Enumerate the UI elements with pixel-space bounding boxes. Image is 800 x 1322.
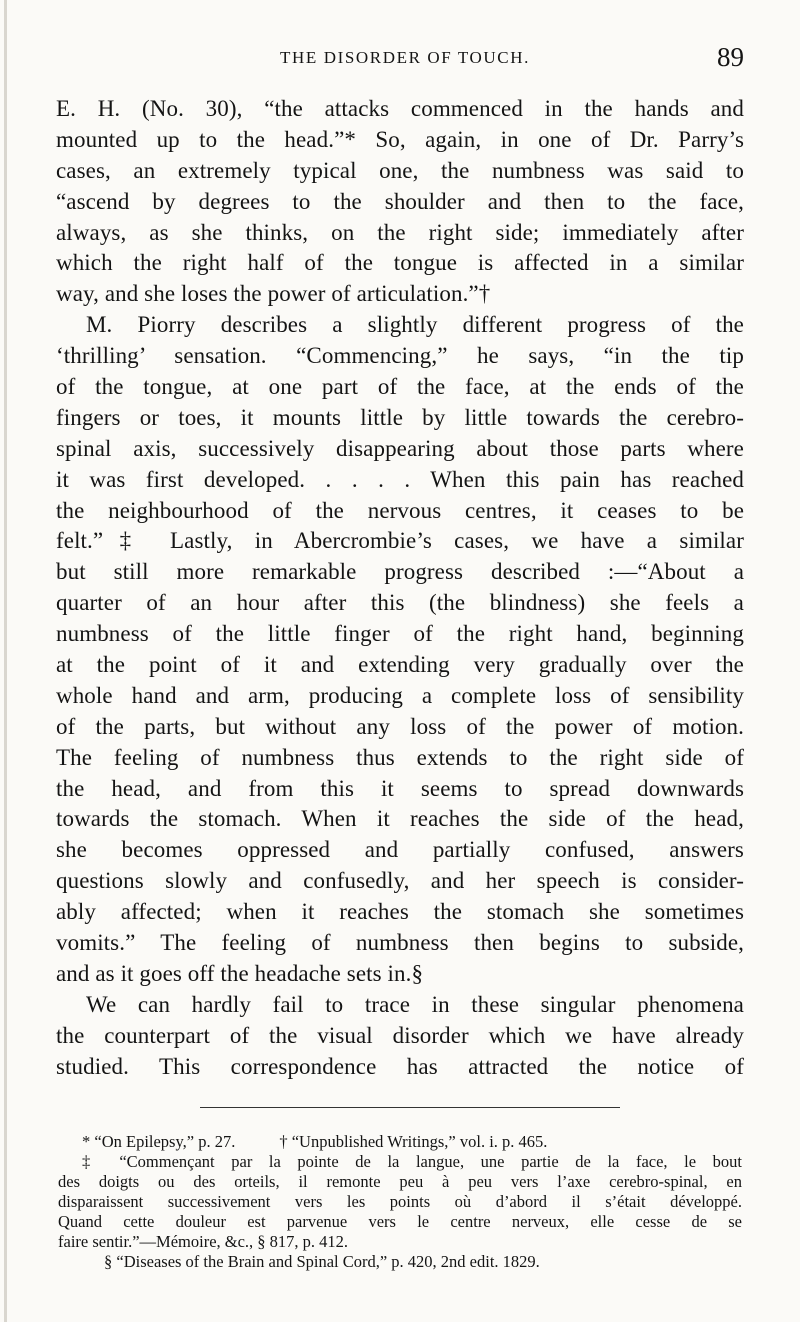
text-line: fingers or toes, it mounts little by little towards the cerebro- xyxy=(56,404,744,430)
footnote-double-dagger-line: disparaissent successivement vers les points où d’abord il s’était développé. xyxy=(58,1192,742,1211)
text-line: of the parts, but without any loss of the power of motion. xyxy=(56,713,744,739)
text-line: she becomes oppressed and partially confused, answers xyxy=(56,837,744,863)
page-gutter-shadow xyxy=(4,0,7,1322)
text-line: way, and she loses the power of articulation.”† xyxy=(56,281,491,307)
text-line: it was first developed. . . . . When this pain has reached xyxy=(56,466,744,492)
footnote-double-dagger-line: Quand cette douleur est parvenue vers le centre nerveux, elle cesse de se xyxy=(58,1212,742,1231)
text-line: spinal axis, successively disappearing about those parts where xyxy=(56,435,744,461)
text-line: questions slowly and confusedly, and her speech is consider- xyxy=(56,868,744,894)
paragraph-start-line: We can hardly fail to trace in these singular phenomena xyxy=(86,991,744,1017)
footnote-row xyxy=(58,1132,742,1152)
text-line: at the point of it and extending very gradually over the xyxy=(56,652,744,678)
footnote-section: § “Diseases of the Brain and Spinal Cord,” p. 420, 2nd edit. 1829. xyxy=(104,1252,540,1271)
text-line: the counterpart of the visual disorder which we have already xyxy=(56,1022,744,1048)
paragraph-start-line: M. Piorry describes a slightly different progress of the xyxy=(86,312,744,338)
text-line: E. H. (No. 30), “the attacks commenced in the hands and xyxy=(56,96,744,121)
text-line: the neighbourhood of the nervous centres, it ceases to be xyxy=(56,497,744,523)
footnote-dagger: † “Unpublished Writings,” vol. i. p. 465. xyxy=(279,1132,548,1151)
text-line: studied. This correspondence has attracted the notice of xyxy=(56,1053,744,1079)
footnote-double-dagger-line: des doigts ou des orteils, il remonte peu à peu vers l’axe cerebro-spinal, en xyxy=(58,1172,742,1191)
text-line: “ascend by degrees to the shoulder and then to the face, xyxy=(56,188,744,214)
text-line: the head, and from this it seems to spread downwards xyxy=(56,775,744,801)
footnote-star: * “On Epilepsy,” p. 27. xyxy=(82,1132,236,1151)
footnotes xyxy=(58,1132,742,1272)
running-title: THE DISORDER OF TOUCH. xyxy=(280,48,530,67)
text-line: The feeling of numbness thus extends to the right side of xyxy=(56,744,744,770)
text-line: cases, an extremely typical one, the numbness was said to xyxy=(56,157,744,183)
text-line: ‘thrilling’ sensation. “Commencing,” he says, “in the tip xyxy=(56,343,744,369)
text-line: numbness of the little finger of the right hand, beginning xyxy=(56,621,744,647)
text-line: quarter of an hour after this (the blindness) she feels a xyxy=(56,590,744,616)
footnote-double-dagger-line: faire sentir.”—Mémoire, &c., § 817, p. 412. xyxy=(58,1232,349,1251)
text-line: which the right half of the tongue is affected in a similar xyxy=(56,250,744,276)
text-line: towards the stomach. When it reaches the side of the head, xyxy=(56,806,744,832)
text-line: of the tongue, at one part of the face, at the ends of the xyxy=(56,374,744,400)
text-line: vomits.” The feeling of numbness then begins to subside, xyxy=(56,930,744,956)
text-line: always, as she thinks, on the right side; immediately after xyxy=(56,219,744,245)
text-line: whole hand and arm, producing a complete loss of sensibility xyxy=(56,682,744,708)
text-line: ably affected; when it reaches the stomach she sometimes xyxy=(56,899,744,925)
page-number: 89 xyxy=(717,42,744,72)
text-line: felt.”‡ Lastly, in Abercrombie’s cases, we have a similar xyxy=(56,528,744,554)
body-text xyxy=(56,94,744,1083)
text-line: but still more remarkable progress described :—“About a xyxy=(56,559,744,585)
footnote-double-dagger-line: ‡ “Commençant par la pointe de la langue, une partie de la face, le bout xyxy=(82,1152,742,1171)
page-header xyxy=(62,44,748,78)
text-line: mounted up to the head.”* So, again, in one of Dr. Parry’s xyxy=(56,126,744,152)
footnote-rule xyxy=(200,1107,620,1108)
text-line: and as it goes off the headache sets in.§ xyxy=(56,960,424,986)
